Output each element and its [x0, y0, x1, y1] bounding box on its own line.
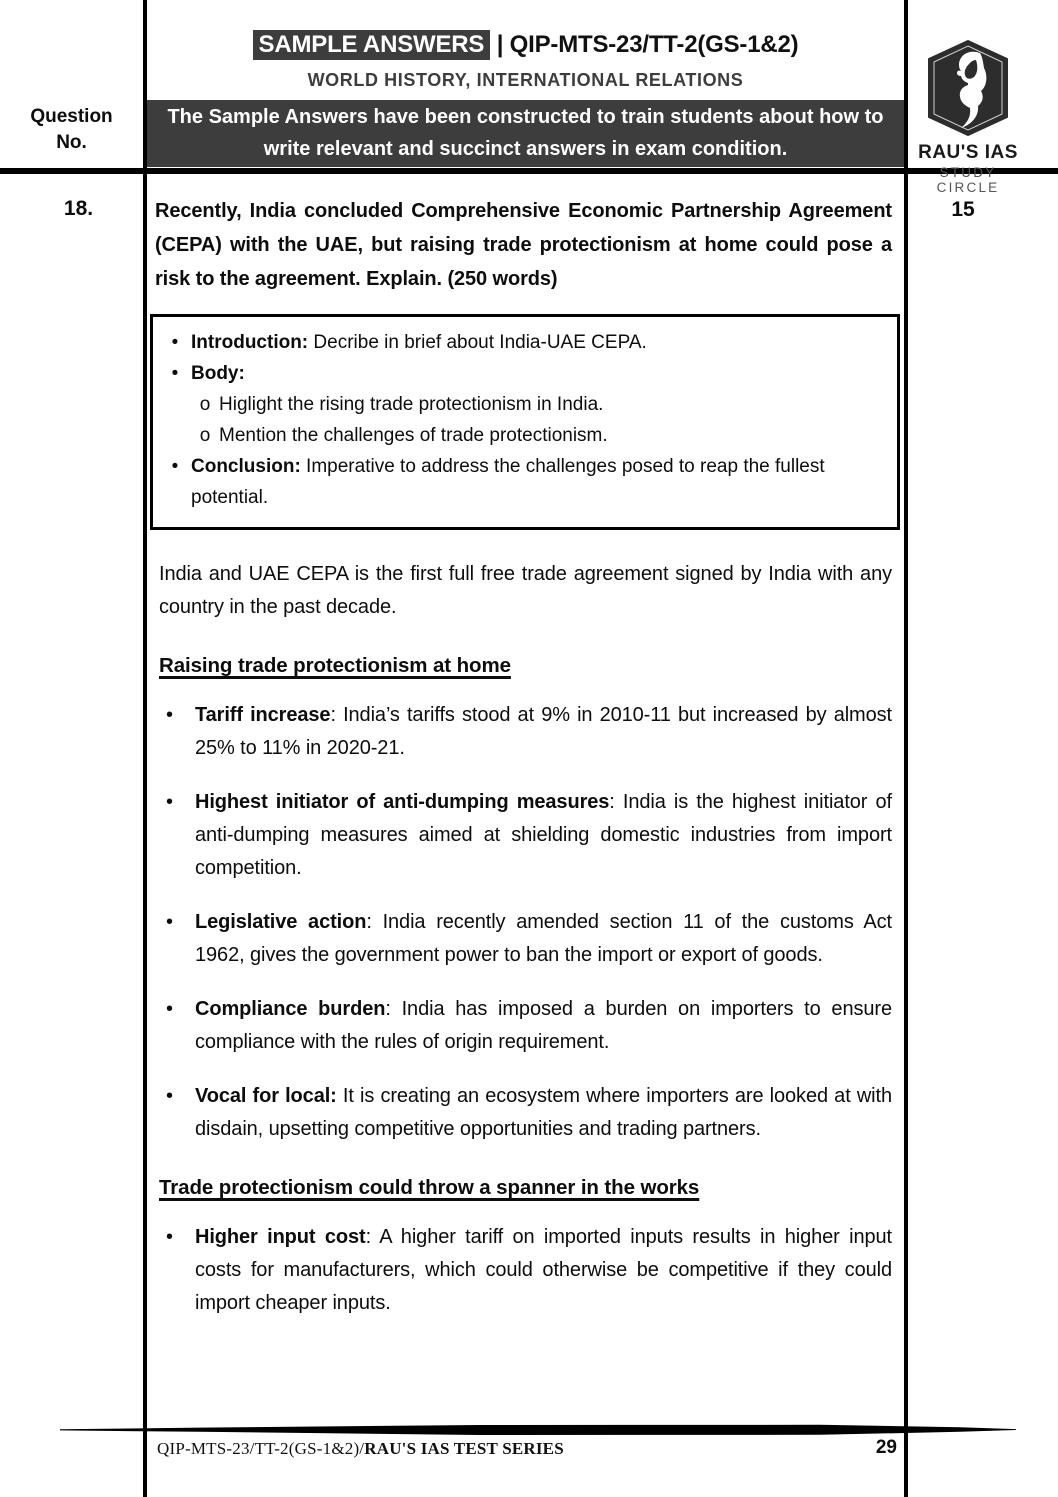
raus-ias-logo	[908, 40, 1028, 195]
bullet-text: It is creating an ecosystem where importers are looked at with disdain, upsetting competitive opportunities and trading partners.	[195, 1085, 892, 1140]
bullet-icon: •	[171, 332, 179, 353]
bullet-icon: •	[166, 998, 173, 1020]
footer-caption	[157, 1439, 564, 1459]
answer-bullet	[163, 1080, 892, 1146]
bullet-icon: •	[171, 363, 179, 384]
bullet-text: : India has imposed a burden on importers to ensure compliance with the rules of origin requirement.	[195, 998, 892, 1053]
footer-divider-rule	[60, 1424, 1016, 1436]
question-no-header	[0, 104, 143, 156]
answer-bullet	[163, 1221, 892, 1320]
question-no-header-line1: Question	[30, 106, 113, 127]
bullet-icon: •	[166, 1085, 173, 1107]
bullet-icon: •	[166, 704, 173, 726]
main-content-column	[147, 0, 904, 1320]
outline-item	[159, 358, 887, 389]
page-header	[147, 0, 904, 168]
question-number: 18.	[63, 197, 94, 220]
bullet-icon: •	[166, 911, 173, 933]
logo-name: RAU'S IAS	[918, 142, 1018, 163]
bullet-label: Higher input cost	[195, 1226, 366, 1248]
outline-item-label: Introduction:	[191, 332, 309, 353]
question-text: Recently, India concluded Comprehensive Economic Partnership Agreement (CEPA) with the UAE, but raising trade protectionism at home could pose a risk to the agreement. Explain. (250 words)	[155, 200, 892, 290]
outline-item	[159, 451, 887, 513]
question-no-header-line2: No.	[56, 132, 87, 153]
footer-caption-bold: RAU'S IAS TEST SERIES	[364, 1439, 564, 1458]
raus-ias-logo-icon	[928, 40, 1008, 136]
outline-subitem	[191, 389, 887, 420]
logo-tagline: STUDY CIRCLE	[936, 165, 1000, 195]
section-heading: Raising trade protectionism at home	[159, 654, 511, 677]
answer-intro-paragraph: India and UAE CEPA is the first full free trade agreement signed by India with any country in the past decade.	[159, 563, 892, 618]
bullet-label: Compliance burden	[195, 998, 386, 1020]
answer-bullet	[163, 786, 892, 885]
outline-subitem-text: Higlight the rising trade protectionism in India.	[219, 394, 604, 415]
page-title	[147, 30, 904, 60]
outline-item-text: Imperative to address the challenges posed to reap the fullest potential.	[191, 456, 825, 508]
outline-item-label: Conclusion:	[191, 456, 301, 477]
bullet-label: Tariff increase	[195, 704, 331, 726]
title-highlight-badge: SAMPLE ANSWERS	[253, 30, 491, 60]
answer-bullet	[163, 906, 892, 972]
bullet-label: Highest initiator of anti-dumping measures	[195, 791, 610, 813]
answer-bullet	[163, 993, 892, 1059]
outline-item-text: Decribe in brief about India-UAE CEPA.	[308, 332, 647, 353]
footer-caption-normal: QIP-MTS-23/TT-2(GS-1&2)/	[157, 1439, 365, 1458]
bullet-text: : India’s tariffs stood at 9% in 2010-11 but increased by almost 25% to 11% in 2020-21.	[195, 704, 892, 759]
bullet-text: : India is the highest initiator of anti-dumping measures aimed at shielding domestic industries from import competition.	[195, 791, 892, 879]
title-rest: | QIP-MTS-23/TT-2(GS-1&2)	[496, 31, 799, 58]
bullet-icon: •	[166, 791, 173, 813]
question-number-column	[0, 0, 143, 1497]
sub-bullet-icon: o	[199, 394, 211, 415]
page-subtitle: WORLD HISTORY, INTERNATIONAL RELATIONS	[307, 70, 744, 90]
page-number: 29	[875, 1437, 897, 1458]
bullet-label: Legislative action	[195, 911, 367, 933]
bullet-text: : A higher tariff on imported inputs results in higher input costs for manufacturers, which could otherwise be competitive if they could import cheaper inputs.	[195, 1226, 892, 1314]
outline-subitem	[191, 420, 887, 451]
answer-outline-box	[150, 314, 900, 530]
outline-subitem-text: Mention the challenges of trade protectionism.	[219, 425, 608, 446]
notice-banner: The Sample Answers have been constructed to train students about how to write relevant and succinct answers in exam condition.	[147, 100, 904, 167]
sub-bullet-icon: o	[199, 425, 211, 446]
outline-item-label: Body:	[191, 363, 245, 384]
marks-column	[908, 0, 1058, 1497]
answer-bullet	[163, 699, 892, 765]
bullet-label: Vocal for local:	[195, 1085, 337, 1107]
section-heading: Trade protectionism could throw a spanner in the works	[159, 1176, 700, 1199]
marks-value: 15	[951, 198, 975, 221]
outline-item	[159, 327, 887, 358]
bullet-icon: •	[166, 1226, 173, 1248]
bullet-icon: •	[171, 456, 179, 477]
bullet-text: : India recently amended section 11 of the customs Act 1962, gives the government power to ban the import or export of goods.	[195, 911, 892, 966]
